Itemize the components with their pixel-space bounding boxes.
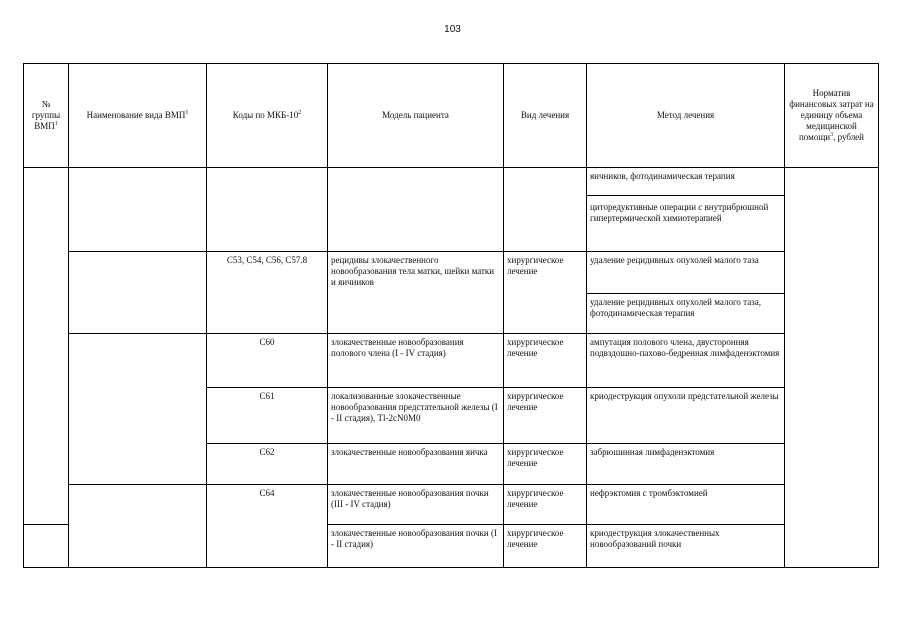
- header-codes: Коды по МКБ-$10^2$: [207, 64, 328, 168]
- cell-method: удаление рецидивных опухолей малого таза, фотодинамическая терапия: [587, 293, 785, 333]
- cell-method: удаление рецидивных опухолей малого таза: [587, 251, 785, 293]
- cell-name: [69, 168, 207, 252]
- cell-method: яичников, фотодинамическая терапия: [587, 168, 785, 196]
- table-row: [24, 251, 879, 293]
- cell-method: забрюшинная лимфаденэктомия: [587, 444, 785, 485]
- header-model: Модель пациента: [328, 64, 504, 168]
- page-number: 103: [444, 24, 461, 35]
- table-row: [24, 334, 879, 387]
- cell-norm: [785, 168, 879, 568]
- cell-model: злокачественные новообразования яичка: [328, 444, 504, 485]
- cell-code: C64: [207, 485, 328, 568]
- cell-treatment-type: [504, 168, 587, 252]
- header-row: [24, 64, 879, 168]
- cell-model: злокачественные новообразования почки (I - II стадия): [328, 524, 504, 567]
- cell-treatment-type: хирургическое лечение: [504, 524, 587, 567]
- header-norm: Норматив финансовых затрат на единицу объема медицинской помощи$^3$, рублей: [785, 64, 879, 168]
- cell-code: [207, 168, 328, 252]
- cell-treatment-type: хирургическое лечение: [504, 251, 587, 334]
- cell-method: нефрэктомия с тромбэктомией: [587, 485, 785, 524]
- cell-code: C60: [207, 334, 328, 387]
- cell-treatment-type: хирургическое лечение: [504, 334, 587, 387]
- cell-model: [328, 168, 504, 252]
- cell-method: циторедуктивные операции с внутрибрюшной гипертермической химиотерапией: [587, 196, 785, 251]
- cell-treatment-type: хирургическое лечение: [504, 444, 587, 485]
- cell-model: рецидивы злокачественного новообразования тела матки, шейки матки и яичников: [328, 251, 504, 334]
- table-row: [24, 168, 879, 196]
- cell-model: локализованные злокачественные новообразования предстательной железы (I - II стадия), Tl-2cN0M0: [328, 387, 504, 443]
- cell-treatment-type: хирургическое лечение: [504, 485, 587, 524]
- cell-name: [69, 485, 207, 568]
- header-group-no: № группы ВМП$^1$: [24, 64, 69, 168]
- vmp-table: [23, 63, 879, 568]
- header-treatment-type: Вид лечения: [504, 64, 587, 168]
- header-name: Наименование вида ВМП$^1$: [69, 64, 207, 168]
- header-method: Метод лечения: [587, 64, 785, 168]
- cell-model: злокачественные новообразования полового члена (I - IV стадия): [328, 334, 504, 387]
- cell-model: злокачественные новообразования почки (III - IV стадия): [328, 485, 504, 524]
- cell-code: C61: [207, 387, 328, 443]
- cell-code: C53, C54, C56, C57.8: [207, 251, 328, 334]
- cell-name: [69, 251, 207, 334]
- cell-group-no: [24, 168, 69, 525]
- cell-group-no: [24, 524, 69, 567]
- cell-method: ампутация полового члена, двусторонняя подвздошно-пахово-бедренная лимфаденэктомия: [587, 334, 785, 387]
- table-row: [24, 485, 879, 524]
- cell-treatment-type: хирургическое лечение: [504, 387, 587, 443]
- cell-method: криодеструкция злокачественных новообразований почки: [587, 524, 785, 567]
- cell-method: криодеструкция опухоли предстательной железы: [587, 387, 785, 443]
- cell-name: [69, 334, 207, 485]
- cell-code: C62: [207, 444, 328, 485]
